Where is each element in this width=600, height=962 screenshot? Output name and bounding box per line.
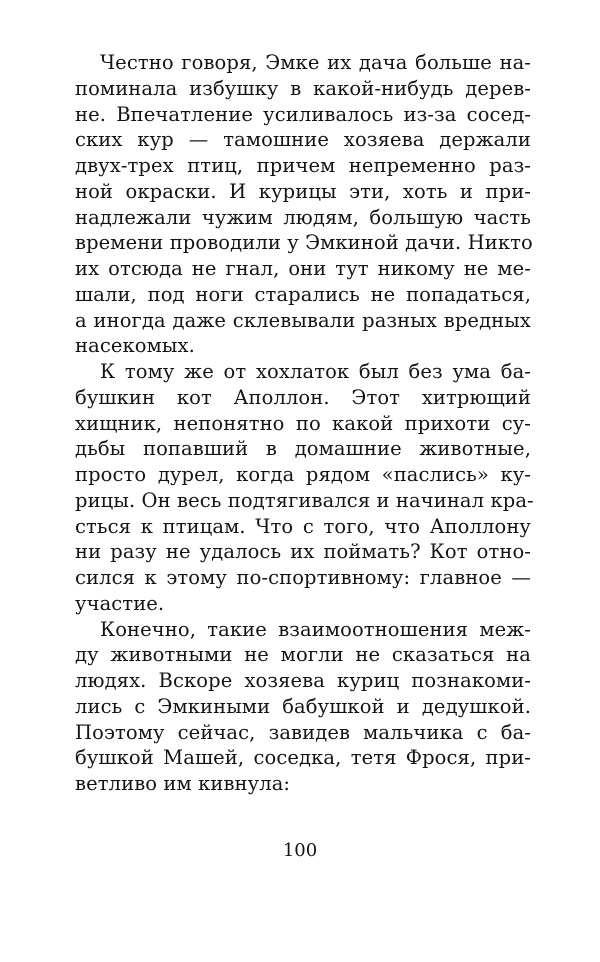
text-line: их отсюда не гнал, они тут никому не ме- bbox=[75, 257, 531, 280]
text-line: времени проводили у Эмкиной дачи. Никто bbox=[75, 231, 533, 255]
paragraph-2 bbox=[75, 359, 534, 617]
page-body bbox=[75, 50, 534, 797]
paragraph-1 bbox=[75, 50, 531, 359]
text-line: а иногда даже склевывали разных вредных bbox=[75, 308, 531, 332]
text-line: двух-трех птиц, причем непременно раз- bbox=[75, 154, 531, 177]
text-line: людях. Вскоре хозяева куриц познакоми- bbox=[75, 669, 531, 692]
text-line: ни разу не удалось их поймать? Кот отно- bbox=[75, 540, 531, 564]
text-line: Честно говоря, Эмке их дача больше на- bbox=[100, 51, 531, 74]
paragraph-3 bbox=[75, 617, 531, 797]
text-line: бушкин кот Аполлон. Этот хитрющий bbox=[75, 385, 531, 409]
text-line: хищник, непонятно по какой прихоти су- bbox=[75, 411, 531, 435]
text-line: шали, под ноги старались не попадаться, bbox=[75, 282, 531, 306]
text-line: ских кур — тамошние хозяева держали bbox=[75, 128, 531, 152]
text-line: надлежали чужим людям, большую часть bbox=[75, 205, 531, 229]
page-number: 100 bbox=[282, 840, 318, 861]
text-line: Поэтому сейчас, завидев мальчика с ба- bbox=[75, 720, 531, 744]
text-line: просто дурел, когда рядом «паслись» ку- bbox=[75, 463, 531, 486]
text-line: ветливо им кивнула: bbox=[75, 772, 291, 795]
text-line: К тому же от хохлаток был без ума ба- bbox=[100, 360, 531, 383]
text-line: дьбы попавший в домашние животные, bbox=[75, 437, 531, 461]
text-line: поминала избушку в какой-нибудь дерев- bbox=[75, 76, 531, 100]
text-line: ду животными не могли не сказаться на bbox=[75, 643, 531, 667]
text-line: участие. bbox=[75, 591, 165, 615]
text-line: сился к этому по-спортивному: главное — bbox=[75, 566, 531, 589]
text-line: насекомых. bbox=[75, 334, 195, 358]
text-line: Конечно, такие взаимоотношения меж- bbox=[100, 617, 531, 641]
text-line: рицы. Он весь подтягивался и начинал кра- bbox=[75, 488, 534, 512]
text-line: не. Впечатление усиливалось из-за сосед- bbox=[75, 102, 531, 126]
text-line: ной окраски. И курицы эти, хоть и при- bbox=[75, 179, 531, 203]
text-line: бушкой Машей, соседка, тетя Фрося, при- bbox=[75, 746, 531, 770]
text-line: сться к птицам. Что с того, что Аполлону bbox=[75, 514, 531, 538]
text-line: лись с Эмкиными бабушкой и дедушкой. bbox=[75, 694, 531, 718]
